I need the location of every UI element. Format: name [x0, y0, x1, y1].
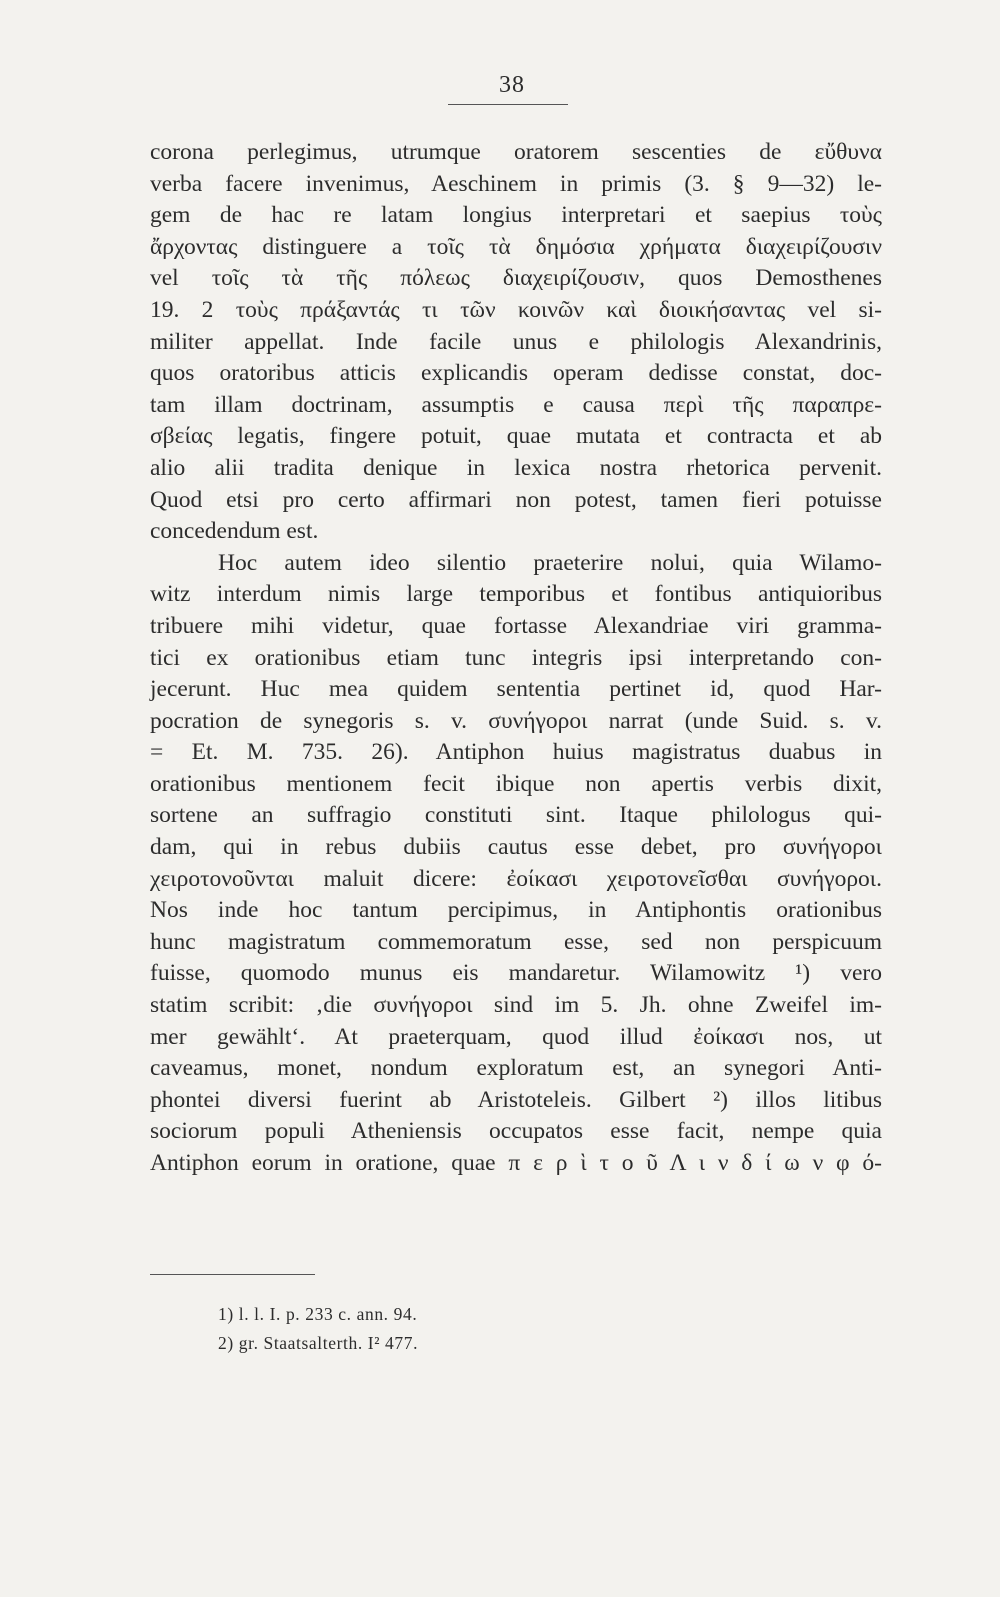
text-line: σβείας legatis, fingere potuit, quae mutata et contracta et ab [150, 423, 882, 450]
text-line: militer appellat. Inde facile unus e philologis Alexandrinis, [150, 328, 882, 355]
text-line: Nos inde hoc tantum percipimus, in Antiphontis orationibus [150, 897, 882, 924]
text-line: gem de hac re latam longius interpretari et saepius τοὺς [150, 202, 882, 229]
text-line: tam illam doctrinam, assumptis e causa περὶ τῆς παραπρε- [150, 391, 882, 418]
text-line: sociorum populi Atheniensis occupatos esse facit, nempe quia [150, 1118, 882, 1145]
text-line: witz interdum nimis large temporibus et fontibus antiquioribus [150, 581, 882, 608]
text-line: concedendum est. [150, 518, 319, 545]
text-line: caveamus, monet, nondum exploratum est, an synegori Anti- [150, 1055, 882, 1082]
text-line: orationibus mentionem fecit ibique non apertis verbis dixit, [150, 770, 882, 797]
text-line: χειροτονοῦνται maluit dicere: ἐοίκασι χειροτονεῖσθαι συνήγοροι. [150, 865, 882, 892]
text-line: fuisse, quomodo munus eis mandaretur. Wilamowitz ¹) vero [150, 960, 882, 987]
text-line: vel τοῖς τὰ τῆς πόλεως διαχειρίζουσιν, quos Demosthenes [150, 265, 882, 292]
text-line: tici ex orationibus etiam tunc integris ipsi interpretando con- [150, 644, 882, 671]
text-line: sortene an suffragio constituti sint. Itaque philologus qui- [150, 802, 882, 829]
text-line: statim scribit: ‚die συνήγοροι sind im 5. Jh. ohne Zweifel im- [150, 992, 882, 1019]
footnote: 1) l. l. I. p. 233 c. ann. 94. [218, 1304, 418, 1324]
text-line: tribuere mihi videtur, quae fortasse Alexandriae viri gramma- [150, 612, 882, 639]
text-line: Quod etsi pro certo affirmari non potest, tamen fieri potuisse [150, 486, 882, 513]
body-text [150, 137, 882, 1180]
text-line: dam, qui in rebus dubiis cautus esse debet, pro συνήγοροι [150, 834, 882, 861]
text-line: pocration de synegoris s. v. συνήγοροι narrat (unde Suid. s. v. [150, 707, 882, 734]
text-line: phontei diversi fuerint ab Aristoteleis. Gilbert ²) illos litibus [150, 1086, 882, 1113]
text-line: ἄρχοντας distinguere a τοῖς τὰ δημόσια χρήματα διαχειρίζουσιν [150, 233, 882, 260]
text-line: alio alii tradita denique in lexica nostra rhetorica pervenit. [150, 454, 882, 481]
text-line: quos oratoribus atticis explicandis operam dedisse constat, doc- [150, 360, 882, 387]
page-number-rule [448, 104, 568, 105]
footnotes [218, 1300, 418, 1358]
text-line: hunc magistratum commemoratum esse, sed non perspicuum [150, 928, 882, 955]
text-line: jecerunt. Huc mea quidem sententia pertinet id, quod Har- [150, 676, 882, 703]
footnote: 2) gr. Staatsalterth. I² 477. [218, 1333, 419, 1353]
text-line: corona perlegimus, utrumque oratorem sescenties de εὔθυνα [150, 139, 882, 165]
text-line: 19. 2 τοὺς πράξαντάς τι τῶν κοινῶν καὶ διοικήσαντας vel si- [150, 296, 882, 323]
text-line: mer gewählt‘. At praeterquam, quod illud ἐοίκασι nos, ut [150, 1023, 882, 1050]
text-line: = Et. M. 735. 26). Antiphon huius magistratus duabus in [150, 739, 882, 766]
text-line: Antiphon eorum in oratione, quae π ε ρ ὶ τ ο ῦ Λ ι ν δ ί ω ν φ ό- [150, 1150, 882, 1176]
text-line: Hoc autem ideo silentio praeterire nolui, quia Wilamo- [218, 549, 882, 576]
text-line: verba facere invenimus, Aeschinem in primis (3. § 9—32) le- [150, 170, 882, 197]
footnote-separator [150, 1274, 315, 1275]
page-number: 38 [499, 72, 525, 98]
